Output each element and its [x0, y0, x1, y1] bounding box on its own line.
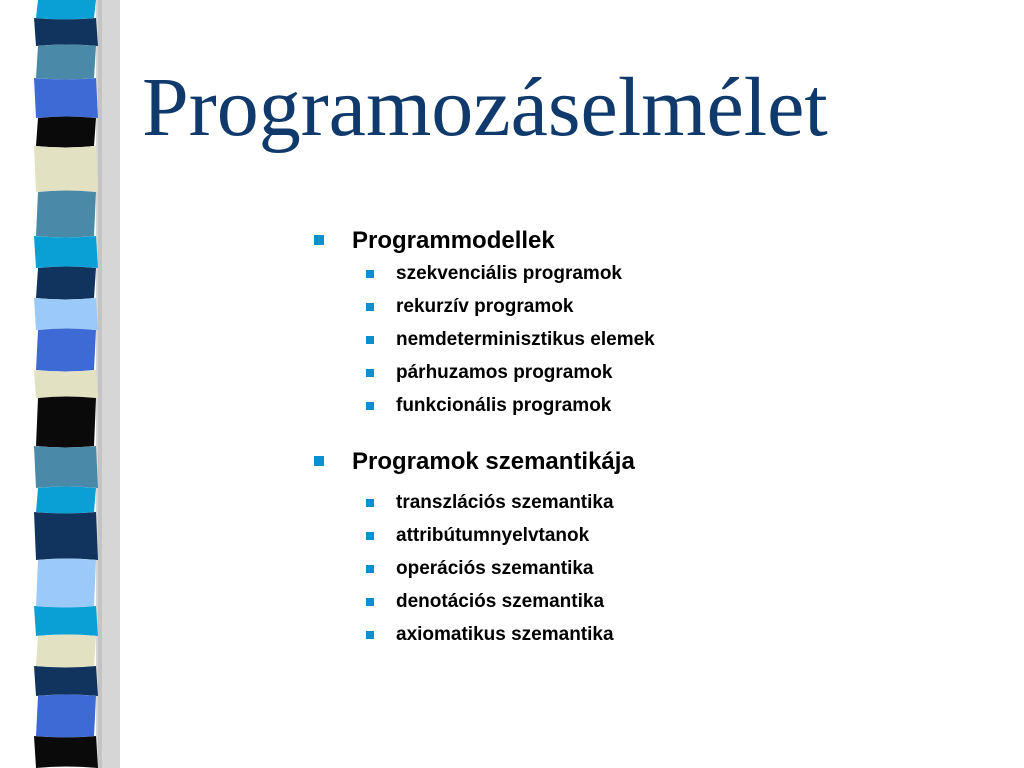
stripe-segment: [34, 298, 98, 330]
stripe-segment: [34, 736, 98, 768]
square-bullet-icon: [314, 235, 324, 245]
slide-title: Programozáselmélet: [142, 61, 828, 154]
stripe-segment: [36, 0, 96, 20]
stripe-segment: [34, 512, 98, 560]
stripe-segment: [36, 559, 96, 608]
square-bullet-icon: [366, 369, 374, 377]
stripe-segment: [34, 78, 98, 118]
square-bullet-icon: [366, 499, 374, 507]
stripe-segment: [36, 117, 96, 148]
stripe-segment: [34, 606, 98, 636]
stripe-segment: [36, 267, 96, 300]
slide: Programozáselmélet Programmodellek szekvenciális programok rekurzív programok nemdeterminisztikus elemek párhuzamos programok funkcionális programok Programok szemantikája transzlációs szemantika attribútumnyelvtanok operációs szemantika denotációs szemantika axiomatikus szemantika: [0, 0, 1024, 768]
square-bullet-icon: [366, 270, 374, 278]
stripe-segment: [36, 329, 96, 372]
stripe-segment: [34, 236, 98, 268]
square-bullet-icon: [366, 598, 374, 606]
stripe-segment: [34, 18, 98, 46]
square-bullet-icon: [366, 565, 374, 573]
decorative-stripe-bar: [0, 0, 130, 768]
square-bullet-icon: [366, 336, 374, 344]
square-bullet-icon: [366, 303, 374, 311]
square-bullet-icon: [366, 402, 374, 410]
stripe-segment: [36, 487, 96, 514]
stripe-segment: [34, 370, 98, 398]
stripe-segment: [36, 191, 96, 238]
stripe-segment: [34, 146, 98, 192]
square-bullet-icon: [314, 456, 324, 466]
stripe-segment: [36, 635, 96, 668]
stripe-segment: [36, 45, 96, 80]
stripe-segment: [34, 666, 98, 696]
stripe-segment: [36, 695, 96, 738]
stripe-segment: [36, 397, 96, 448]
stripe-segment: [34, 446, 98, 488]
square-bullet-icon: [366, 631, 374, 639]
stripe-edge: [98, 0, 102, 768]
square-bullet-icon: [366, 532, 374, 540]
